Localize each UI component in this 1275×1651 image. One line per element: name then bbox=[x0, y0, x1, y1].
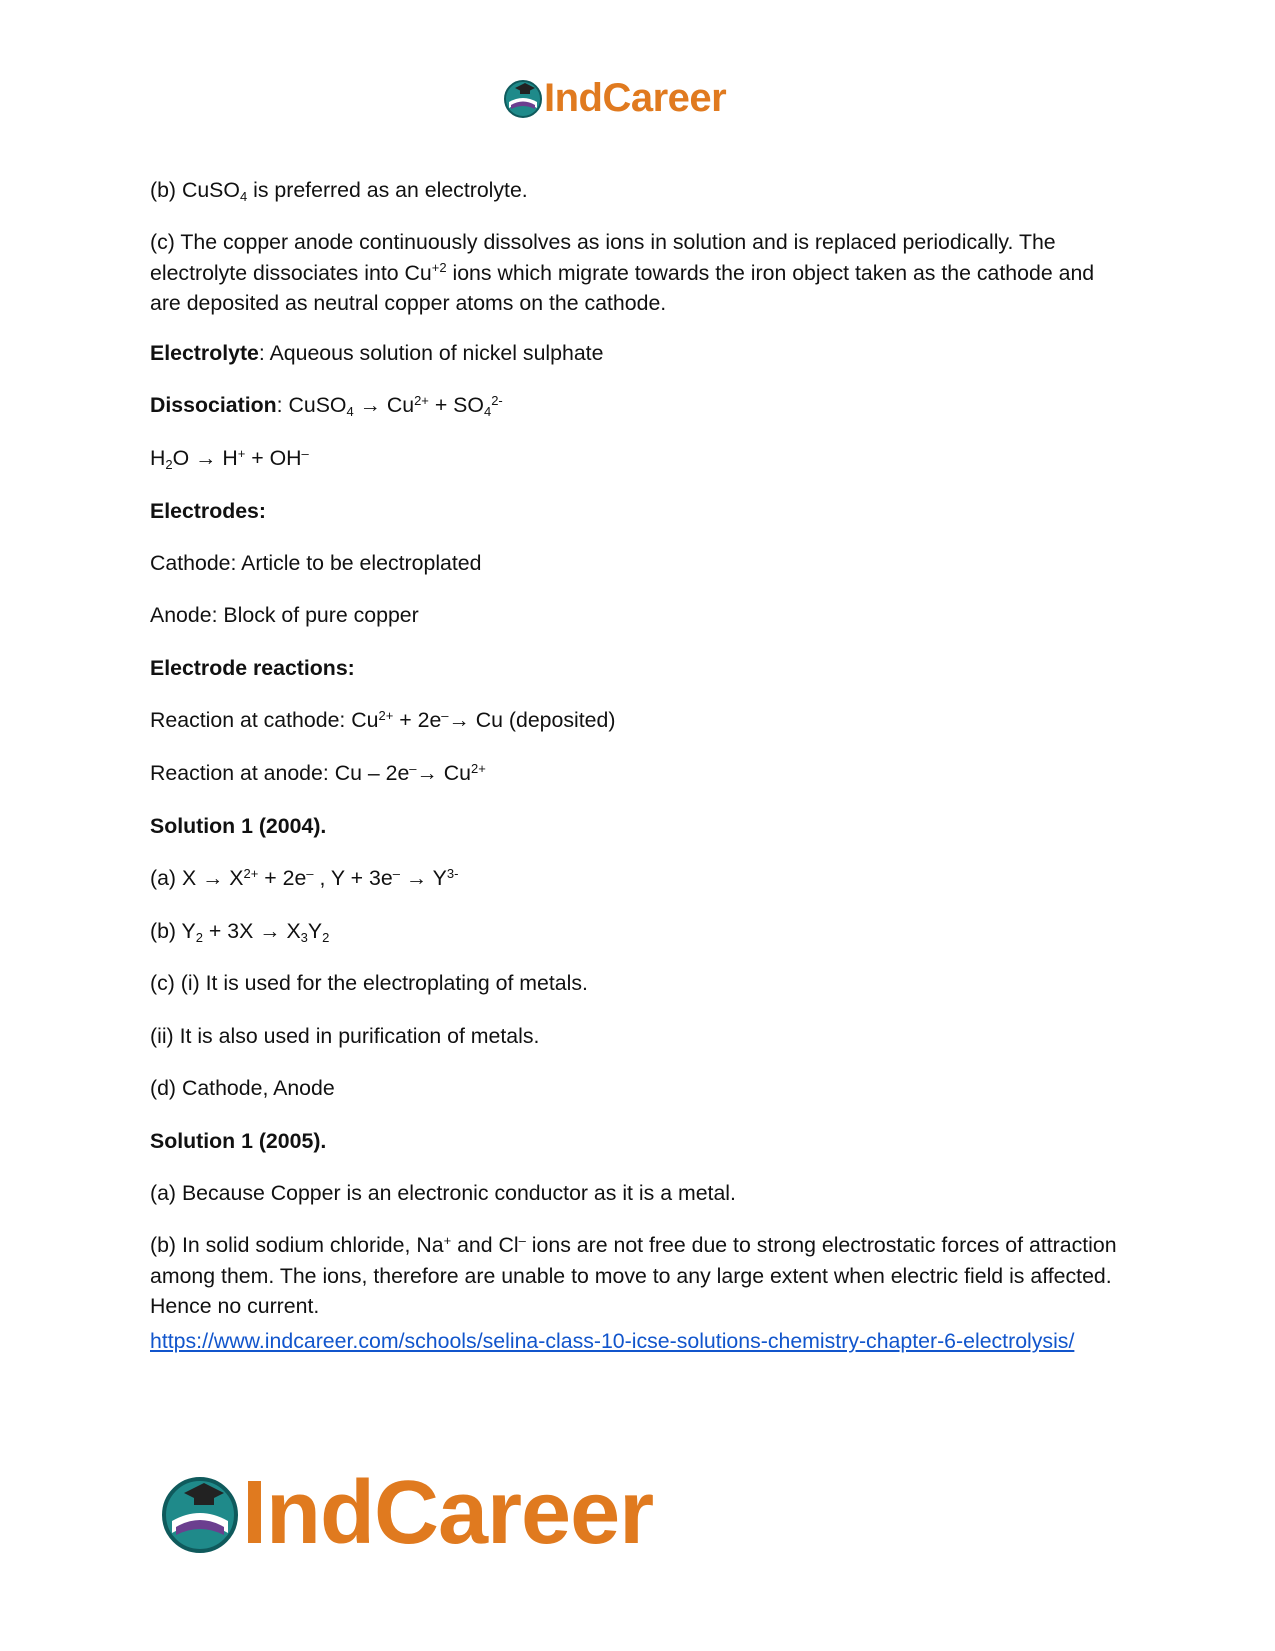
footer-logo bbox=[160, 1463, 654, 1563]
paragraph: Reaction at anode: $Cu - 2e^-\to Cu^{2+}$ bbox=[150, 760, 486, 785]
section-heading: Electrodes: bbox=[150, 499, 266, 523]
paragraph: (c) The copper anode continuously dissolves as ions in solution and is replaced periodically. The electrolyte dissociates into $Cu^{+2}$ ions which migrate towards the iron object taken as the cathode and are deposited as neutral copper atoms on the cathode. bbox=[150, 230, 1095, 315]
term-label: Electrolyte bbox=[150, 341, 259, 365]
paragraph: (c) (i) It is used for the electroplating of metals. bbox=[150, 971, 588, 995]
paragraph: (d) Cathode, Anode bbox=[150, 1076, 335, 1100]
paragraph: (b) In solid sodium chloride, Na+ and Cl– ions are not free due to strong electrostatic forces of attraction among them. The ions, therefore are unable to move to any large extent when electric field is affected. Hence no current. bbox=[150, 1232, 1117, 1318]
paragraph: $H_2O \to H^+ + OH^-$ bbox=[150, 445, 309, 472]
source-link[interactable]: https://www.indcareer.com/schools/selina-class-10-icse-solutions-chemistry-chapter-6-electrolysis/ bbox=[150, 1329, 1075, 1353]
globe-book-icon bbox=[503, 78, 543, 118]
paragraph: Dissociation: CuSO$_4$ → $Cu^{2+} + SO_4^{2-}$ bbox=[150, 392, 503, 419]
paragraph: Reaction at cathode: $Cu^{2+} + 2e^-\to Cu$ (deposited) bbox=[150, 707, 616, 732]
section-heading: Solution 1 (2004). bbox=[150, 814, 327, 838]
paragraph: Electrolyte: Aqueous solution of nickel sulphate bbox=[150, 341, 604, 365]
header-logo-text: IndCareer bbox=[544, 76, 727, 120]
paragraph: (b) $Y_2 + 3X \to X_3Y_2$ bbox=[150, 919, 330, 945]
section-heading: Electrode reactions: bbox=[150, 656, 355, 680]
globe-book-icon bbox=[160, 1473, 240, 1553]
paragraph: (ii) It is also used in purification of metals. bbox=[150, 1024, 540, 1048]
paragraph: (b) CuSO$_4$ is preferred as an electrolyte. bbox=[150, 178, 528, 204]
footer-logo-text: IndCareer bbox=[242, 1463, 654, 1563]
paragraph: (a) $X \to X^{2+} + 2e^-$ , $Y + 3e^- \to Y^{3-}$ bbox=[150, 865, 459, 890]
section-heading: Solution 1 (2005). bbox=[150, 1129, 327, 1153]
paragraph: (a) Because Copper is an electronic conductor as it is a metal. bbox=[150, 1181, 736, 1205]
term-label: Dissociation bbox=[150, 393, 277, 417]
header-logo bbox=[503, 78, 726, 118]
paragraph: Cathode: Article to be electroplated bbox=[150, 551, 482, 575]
paragraph: Anode: Block of pure copper bbox=[150, 603, 419, 627]
